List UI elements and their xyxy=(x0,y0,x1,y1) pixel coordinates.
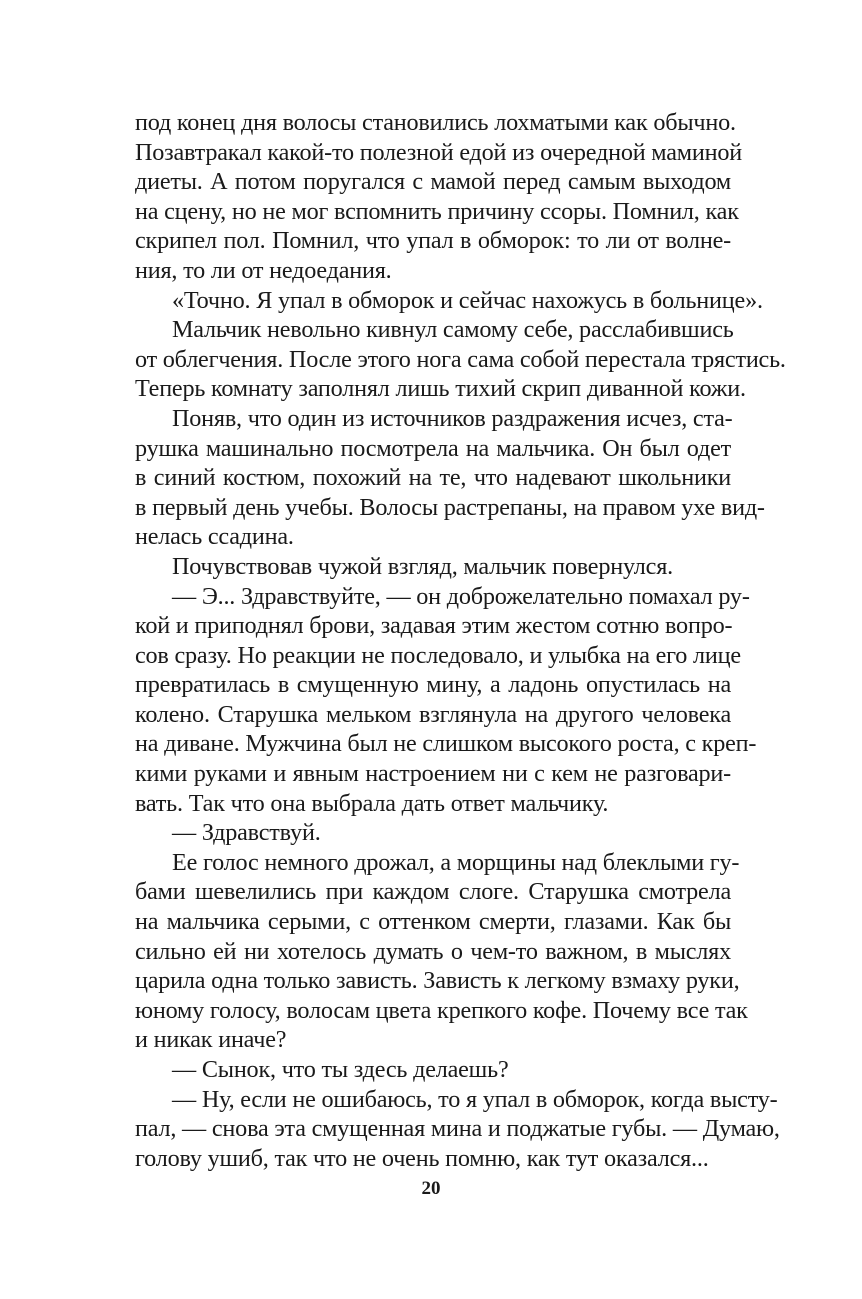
text-line: Почувствовав чужой взгляд, мальчик повернулся. xyxy=(172,552,673,580)
text-line: вать. Так что она выбрала дать ответ мальчику. xyxy=(135,789,609,817)
text-line: сильно ей ни хотелось думать о чем-то важном, в мыслях xyxy=(135,937,731,965)
text-line: нелась ссадина. xyxy=(135,523,294,551)
page-number: 20 xyxy=(421,1178,441,1199)
text-line: Теперь комнату заполнял лишь тихий скрип диванной кожи. xyxy=(135,375,746,403)
text-line: кой и приподнял брови, задавая этим жестом сотню вопро- xyxy=(135,612,733,640)
text-line: — Здравствуй. xyxy=(172,819,321,847)
text-line: в первый день учебы. Волосы растрепаны, на правом ухе вид- xyxy=(135,493,765,521)
text-line: и никак иначе? xyxy=(135,1026,287,1054)
text-line: диеты. А потом поругался с мамой перед самым выходом xyxy=(135,168,731,196)
text-line: от облегчения. После этого нога сама собой перестала трястись. xyxy=(135,345,786,373)
text-line: на мальчика серыми, с оттенком смерти, глазами. Как бы xyxy=(135,908,731,936)
text-line: пал, — снова эта смущенная мина и поджатые губы. — Думаю, xyxy=(135,1115,780,1143)
text-line: превратилась в смущенную мину, а ладонь опустилась на xyxy=(135,671,731,699)
text-line: — Ну, если не ошибаюсь, то я упал в обморок, когда высту- xyxy=(172,1085,778,1113)
text-line: рушка машинально посмотрела на мальчика. Он был одет xyxy=(135,434,731,462)
text-line: в синий костюм, похожий на те, что надевают школьники xyxy=(135,464,731,492)
text-line: «Точно. Я упал в обморок и сейчас нахожусь в больнице». xyxy=(172,286,763,314)
text-line: юному голосу, волосам цвета крепкого кофе. Почему все так xyxy=(135,996,748,1024)
body-text xyxy=(135,108,786,1173)
text-line: — Э... Здравствуйте, — он доброжелательно помахал ру- xyxy=(172,582,750,610)
text-line: Поняв, что один из источников раздражения исчез, ста- xyxy=(172,404,733,432)
text-line: Ее голос немного дрожал, а морщины над блеклыми гу- xyxy=(172,848,740,876)
text-line: на диване. Мужчина был не слишком высокого роста, с креп- xyxy=(135,730,757,758)
text-line: Мальчик невольно кивнул самому себе, расслабившись xyxy=(172,316,734,344)
text-line: на сцену, но не мог вспомнить причину ссоры. Помнил, как xyxy=(135,197,739,225)
text-line: колено. Старушка мельком взглянула на другого человека xyxy=(135,700,731,728)
text-line: сов сразу. Но реакции не последовало, и улыбка на его лице xyxy=(135,641,741,669)
text-line: голову ушиб, так что не очень помню, как тут оказался... xyxy=(135,1144,709,1172)
text-line: Позавтракал какой-то полезной едой из очередной маминой xyxy=(135,138,743,166)
text-line: царила одна только зависть. Зависть к легкому взмаху руки, xyxy=(135,967,740,995)
text-line: под конец дня волосы становились лохматыми как обычно. xyxy=(135,109,736,136)
text-line: кими руками и явным настроением ни с кем не разговари- xyxy=(135,760,731,788)
text-line: ния, то ли от недоедания. xyxy=(135,256,392,284)
text-line: бами шевелились при каждом слоге. Старушка смотрела xyxy=(135,878,731,906)
text-line: — Сынок, что ты здесь делаешь? xyxy=(172,1056,509,1083)
text-line: скрипел пол. Помнил, что упал в обморок: то ли от волне- xyxy=(135,227,731,255)
